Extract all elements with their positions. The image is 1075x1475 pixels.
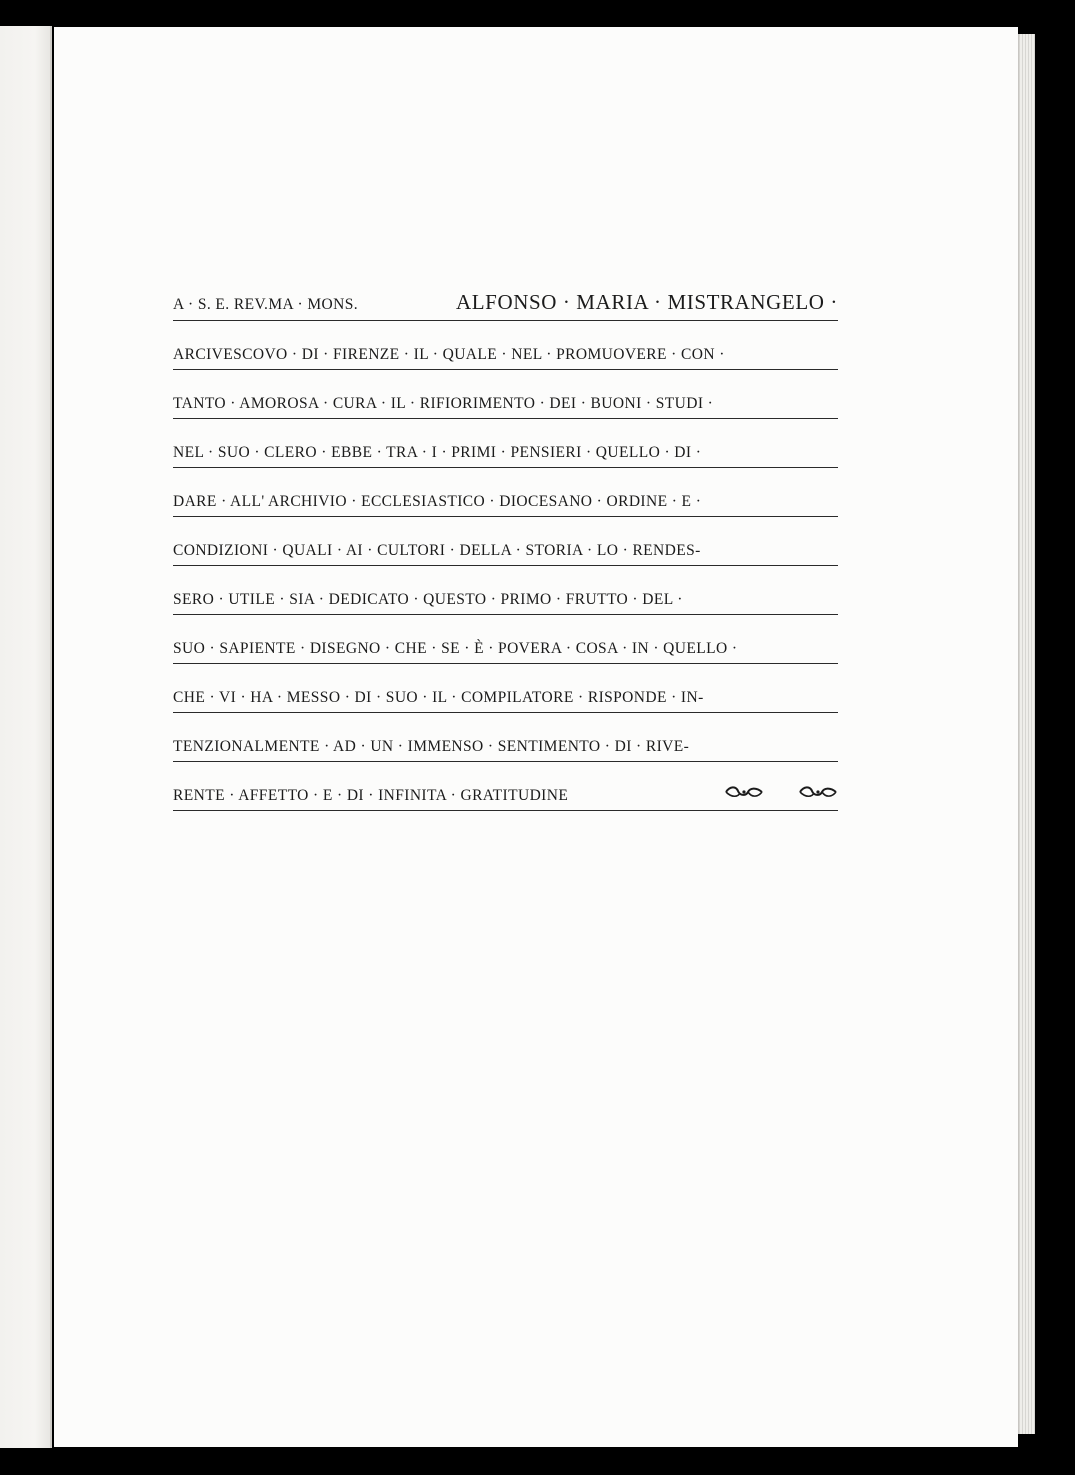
page-stack-edge	[1018, 34, 1035, 1434]
dedication-line-text	[173, 290, 838, 315]
dedication-line-text: DARE · ALL' ARCHIVIO · ECCLESIASTICO · DIOCESANO · ORDINE · E ·	[173, 493, 702, 510]
dedication-line-text: NEL · SUO · CLERO · EBBE · TRA · I · PRIMI · PENSIERI · QUELLO · DI ·	[173, 444, 702, 461]
dedication-line-text: SERO · UTILE · SIA · DEDICATO · QUESTO · PRIMO · FRUTTO · DEL ·	[173, 591, 683, 608]
dedication-line-8	[173, 615, 838, 664]
dedication-line-6	[173, 517, 838, 566]
dedication-line-2	[173, 321, 838, 370]
dedication-line-text: TANTO · AMOROSA · CURA · IL · RIFIORIMENTO · DEI · BUONI · STUDI ·	[173, 395, 714, 412]
dedication-line-5	[173, 468, 838, 517]
dedication-line-text: SUO · SAPIENTE · DISEGNO · CHE · SE · È · POVERA · COSA · IN · QUELLO ·	[173, 640, 738, 657]
dedication-line-4	[173, 419, 838, 468]
dedication-block	[173, 272, 838, 811]
ornament-group	[724, 784, 838, 800]
dedication-line-text: ARCIVESCOVO · DI · FIRENZE · IL · QUALE · NEL · PROMUOVERE · CON ·	[173, 346, 725, 363]
dedication-line-11	[173, 762, 838, 811]
left-page-edge	[0, 26, 52, 1448]
dedication-line-text	[173, 784, 838, 805]
dedication-line-9	[173, 664, 838, 713]
dedication-line-3	[173, 370, 838, 419]
ornament-icon	[724, 784, 764, 800]
dedication-line-10	[173, 713, 838, 762]
dedication-line-text: TENZIONALMENTE · AD · UN · IMMENSO · SENTIMENTO · DI · RIVE-	[173, 738, 690, 755]
dedication-line-text: CONDIZIONI · QUALI · AI · CULTORI · DELLA · STORIA · LO · RENDES-	[173, 542, 701, 559]
dedication-line-7	[173, 566, 838, 615]
dedicatee-name: ALFONSO · MARIA · MISTRANGELO ·	[455, 290, 838, 314]
dedication-final-text: RENTE · AFFETTO · E · DI · INFINITA · GRATITUDINE	[173, 787, 569, 804]
ornament-icon	[798, 784, 838, 800]
dedication-line-1	[173, 272, 838, 321]
dedication-prefix: A · S. E. REV.MA · MONS.	[173, 296, 359, 313]
dedication-line-text: CHE · VI · HA · MESSO · DI · SUO · IL · COMPILATORE · RISPONDE · IN-	[173, 689, 704, 706]
